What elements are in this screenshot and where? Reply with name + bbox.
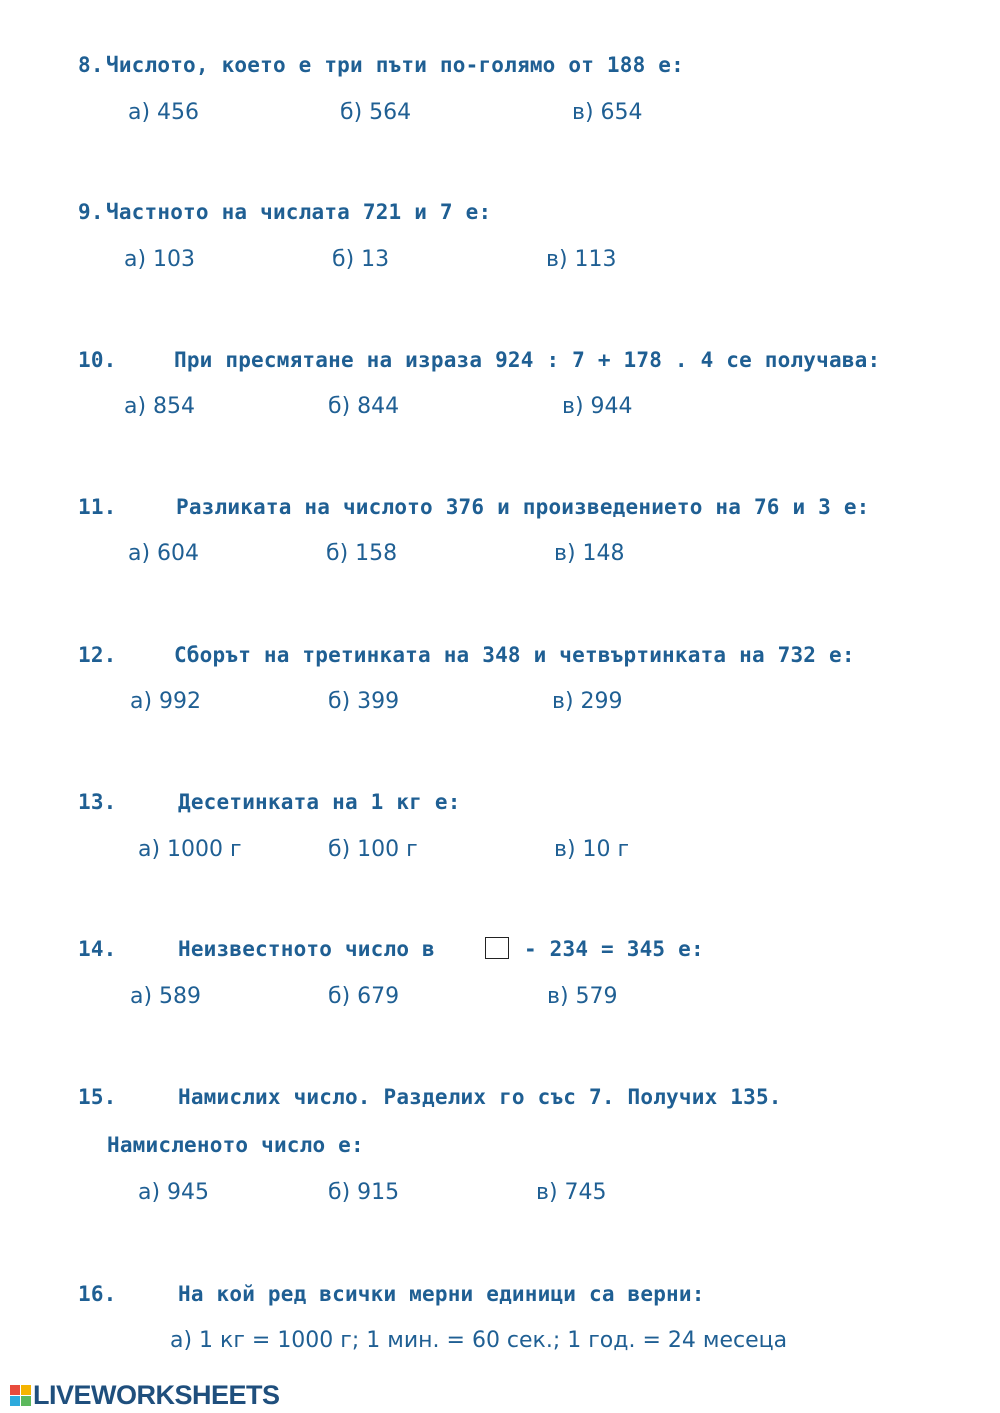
question-11 [78, 495, 870, 519]
q9-option-c[interactable]: в) 113 [546, 247, 617, 272]
question-16-number: 16. [78, 1282, 117, 1306]
q8-option-c[interactable]: в) 654 [572, 100, 643, 125]
question-10-number: 10. [78, 348, 117, 372]
liveworksheets-logo-icon [10, 1385, 31, 1406]
q15-option-b[interactable]: б) 915 [328, 1180, 400, 1205]
q12-option-a[interactable]: а) 992 [130, 689, 202, 714]
q8-option-a[interactable]: а) 456 [128, 100, 200, 125]
question-9 [78, 200, 492, 224]
q14-option-c[interactable]: в) 579 [547, 984, 618, 1009]
q14-option-a[interactable]: а) 589 [130, 984, 202, 1009]
q13-option-b[interactable]: б) 100 г [328, 837, 418, 862]
question-8 [78, 53, 684, 77]
question-10 [78, 348, 881, 372]
q13-option-a[interactable]: а) 1000 г [138, 837, 242, 862]
question-16 [78, 1282, 705, 1306]
q11-option-b[interactable]: б) 158 [326, 541, 398, 566]
question-13 [78, 790, 461, 814]
unknown-number-box[interactable] [485, 937, 509, 959]
question-10-text: При пресмятане на израза 924 : 7 + 178 . 4 се получава: [174, 348, 881, 372]
q12-option-b[interactable]: б) 399 [328, 689, 400, 714]
question-15-number: 15. [78, 1085, 117, 1109]
q15-option-c[interactable]: в) 745 [536, 1180, 607, 1205]
question-11-number: 11. [78, 495, 117, 519]
q15-option-a[interactable]: а) 945 [138, 1180, 210, 1205]
q14-option-b[interactable]: б) 679 [328, 984, 400, 1009]
q9-option-a[interactable]: а) 103 [124, 247, 196, 272]
q12-option-c[interactable]: в) 299 [552, 689, 623, 714]
question-12-text: Сборът на третинката на 348 и четвъртинката на 732 е: [174, 643, 855, 667]
q10-option-a[interactable]: а) 854 [124, 394, 196, 419]
liveworksheets-logo [10, 1380, 280, 1410]
question-13-text: Десетинката на 1 кг е: [178, 790, 461, 814]
q11-option-c[interactable]: в) 148 [554, 541, 625, 566]
question-14-text-before: Неизвестното число в [178, 937, 435, 961]
question-12 [78, 643, 855, 667]
question-14-number: 14. [78, 937, 117, 961]
question-11-text: Разликата на числото 376 и произведението на 76 и 3 е: [176, 495, 870, 519]
question-9-text: Частното на числата 721 и 7 е: [106, 200, 492, 224]
liveworksheets-logo-text: LIVEWORKSHEETS [33, 1379, 280, 1410]
question-13-number: 13. [78, 790, 117, 814]
question-16-text: На кой ред всички мерни единици са верни: [178, 1282, 705, 1306]
question-9-number: 9. [78, 200, 104, 224]
question-15-text: Намислих число. Разделих го със 7. Получих 135. [178, 1085, 782, 1109]
question-8-number: 8. [78, 53, 104, 77]
q13-option-c[interactable]: в) 10 г [554, 837, 630, 862]
q10-option-b[interactable]: б) 844 [328, 394, 400, 419]
question-12-number: 12. [78, 643, 117, 667]
q10-option-c[interactable]: в) 944 [562, 394, 633, 419]
question-8-text: Числото, което е три пъти по-голямо от 188 е: [106, 53, 684, 77]
question-15-text-line2: Намисленото число е: [107, 1133, 364, 1157]
q8-option-b[interactable]: б) 564 [340, 100, 412, 125]
question-14 [78, 937, 704, 961]
q11-option-a[interactable]: а) 604 [128, 541, 200, 566]
q9-option-b[interactable]: б) 13 [332, 247, 390, 272]
q16-option-a[interactable]: а) 1 кг = 1000 г; 1 мин. = 60 сек.; 1 год. = 24 месеца [170, 1328, 788, 1353]
question-15 [78, 1085, 782, 1109]
question-14-text-after: - 234 = 345 е: [524, 937, 704, 961]
